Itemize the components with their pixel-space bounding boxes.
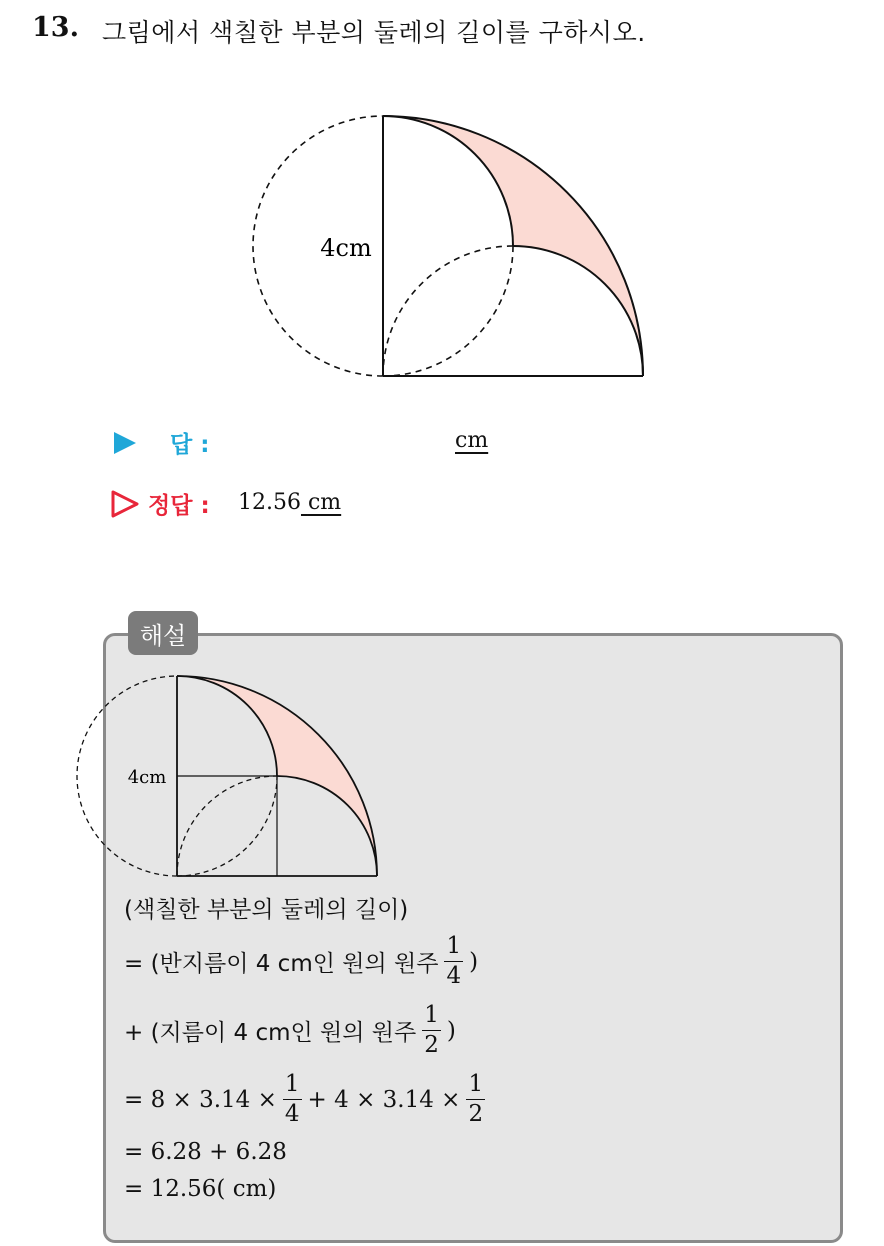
fraction-half: $\frac{1}{2}$ <box>424 1002 439 1058</box>
dashed-right-arc <box>383 246 513 376</box>
upper-semicircle <box>383 116 513 246</box>
correct-unit: cm <box>307 490 342 515</box>
explanation-tag: 해설 <box>128 611 198 655</box>
fraction-half-2: $\frac{1}{2}$ <box>468 1071 484 1127</box>
dashed-upper-arc <box>383 246 513 376</box>
question-number: 13. <box>32 12 79 43</box>
side-length-label: 4cm <box>320 234 372 262</box>
solution-line-6: = 12.56( cm) <box>124 1176 277 1202</box>
correct-value: 12.56 <box>238 490 301 515</box>
solution-dashed-upper-arc <box>177 776 277 876</box>
correct-answer <box>238 490 341 515</box>
answer-unit: cm <box>455 428 489 453</box>
solution-dashed-right-arc <box>177 776 277 876</box>
explanation-figure <box>120 665 390 885</box>
solution-line-4: = 8 × 3.14 × $\frac{1}{4}$ + 4 × 3.14 × $\frac{1}{2}$ <box>124 1071 484 1127</box>
solution-line-1: (색칠한 부분의 둘레의 길이) <box>124 897 409 923</box>
fraction-quarter-2: $\frac{1}{4}$ <box>284 1071 300 1127</box>
answer-triangle-icon <box>112 430 138 456</box>
solution-line-5: = 6.28 + 6.28 <box>124 1139 287 1165</box>
answer-label: 답 : <box>170 432 210 458</box>
question-text: 그림에서 색칠한 부분의 둘레의 길이를 구하시오. <box>102 18 646 47</box>
solution-side-label: 4cm <box>127 767 167 788</box>
correct-triangle-icon <box>110 489 140 519</box>
solution-upper-semicircle <box>177 676 277 776</box>
solution-right-semicircle <box>277 776 377 876</box>
fraction-quarter: $\frac{1}{4}$ <box>446 933 462 989</box>
solution-line-3: + (지름이 4 cm인 원의 원주 $\frac{1}{2}$ ) <box>124 1002 456 1058</box>
question-figure <box>300 100 680 390</box>
solution-line-2: = (반지름이 4 cm인 원의 원주 $\frac{1}{4}$ ) <box>124 933 479 989</box>
right-semicircle <box>513 246 643 376</box>
correct-label: 정답 : <box>148 493 210 519</box>
